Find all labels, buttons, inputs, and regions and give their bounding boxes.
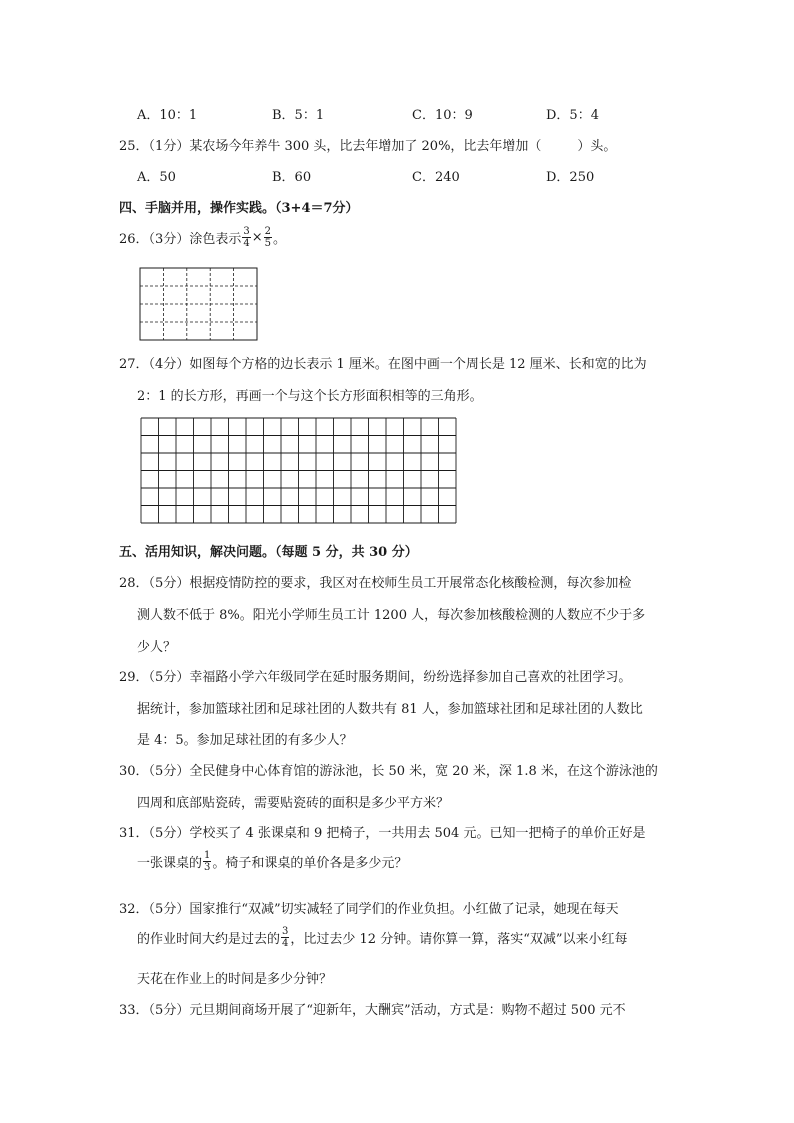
question-28-line-3: 少人？ — [137, 640, 177, 655]
question-29-line-3: 是 4：5。参加足球社团的有多少人？ — [137, 733, 353, 748]
question-29-line-1: 29．（5分）幸福路小学六年级同学在延时服务期间，纷纷选择参加自己喜欢的社团学习。 — [119, 670, 632, 685]
section-4-title: 四、手脑并用，操作实践。（3+4＝7分） — [119, 201, 359, 216]
q26-stem-end: 。 — [272, 232, 286, 247]
q27-square-grid[interactable] — [140, 417, 460, 524]
q31-fraction-numerator: 1 — [204, 850, 211, 861]
q24-option-a: A．10：1 — [137, 108, 198, 123]
question-32-line-3: 天花在作业上的时间是多少分钟？ — [137, 972, 333, 987]
q26-stem: 26．（3分）涂色表示 — [119, 232, 242, 247]
q24-option-c: C．10：9 — [412, 108, 473, 123]
q31-fraction — [203, 850, 211, 873]
q25-stem-end: ）头。 — [577, 139, 617, 154]
q26-shading-grid[interactable] — [139, 267, 259, 341]
q31-fraction-denominator: 3 — [204, 862, 211, 873]
q26-fraction-2-numerator: 2 — [264, 226, 271, 237]
q25-option-d: D．250 — [546, 170, 595, 185]
q32-text-before-fraction: 的作业时间大约是过去的 — [137, 932, 281, 947]
q26-fraction-1 — [242, 226, 250, 249]
question-32-line-2 — [137, 926, 628, 949]
question-26 — [119, 226, 286, 249]
q32-fraction-numerator: 3 — [282, 926, 289, 937]
q26-fraction-1-denominator: 4 — [243, 238, 250, 249]
question-32-line-1: 32．（5分）国家推行“双减”切实减轻了同学们的作业负担。小红做了记录，她现在每天 — [119, 902, 619, 917]
question-27-line-2: 2：1 的长方形，再画一个与这个长方形面积相等的三角形。 — [137, 389, 483, 404]
question-28-line-2: 测人数不低于 8%。阳光小学师生员工计 1200 人，每次参加核酸检测的人数应不少于多 — [137, 608, 646, 623]
q26-fraction-2-denominator: 5 — [264, 238, 271, 249]
q31-text-before-fraction: 一张课桌的 — [137, 856, 203, 871]
section-5-title: 五、活用知识，解决问题。（每题 5 分，共 30 分） — [119, 545, 418, 560]
question-30-line-1: 30．（5分）全民健身中心体育馆的游泳池，长 50 米，宽 20 米，深 1.8 米，在这个游泳池的 — [119, 764, 658, 779]
q32-text-after-fraction: ，比过去少 12 分钟。请你算一算，落实“双减”以来小红每 — [290, 932, 628, 947]
q31-text-after-fraction: 。椅子和课桌的单价各是多少元？ — [212, 856, 408, 871]
question-31-line-2 — [137, 850, 407, 873]
question-27-line-1: 27．（4分）如图每个方格的边长表示 1 厘米。在图中画一个周长是 12 厘米、长和宽的比为 — [119, 357, 647, 372]
q25-option-a: A．50 — [137, 170, 176, 185]
q25-stem: 25．（1分）某农场今年养牛 300 头，比去年增加了 20%，比去年增加（ — [119, 139, 542, 154]
question-30-line-2: 四周和底部贴瓷砖，需要贴瓷砖的面积是多少平方米？ — [137, 796, 450, 811]
q32-fraction — [281, 926, 289, 949]
q25-option-b: B．60 — [272, 170, 312, 185]
q24-option-b: B．5：1 — [272, 108, 325, 123]
question-29-line-2: 据统计，参加篮球社团和足球社团的人数共有 81 人，参加篮球社团和足球社团的人数比 — [137, 702, 643, 717]
q26-fraction-2 — [264, 226, 272, 249]
q32-fraction-denominator: 4 — [282, 938, 289, 949]
question-31-line-1: 31．（5分）学校买了 4 张课桌和 9 把椅子，一共用去 504 元。已知一把椅子的单价正好是 — [119, 826, 646, 841]
question-25 — [119, 135, 616, 154]
q25-option-c: C．240 — [412, 170, 460, 185]
q26-fraction-1-numerator: 3 — [243, 226, 250, 237]
question-28-line-1: 28．（5分）根据疫情防控的要求，我区对在校师生员工开展常态化核酸检测，每次参加检 — [119, 576, 632, 591]
q26-times-sign: × — [251, 230, 263, 245]
q24-option-d: D．5：4 — [546, 108, 599, 123]
question-33-line-1: 33．（5分）元旦期间商场开展了“迎新年，大酬宾”活动，方式是：购物不超过 500 元不 — [119, 1003, 626, 1018]
